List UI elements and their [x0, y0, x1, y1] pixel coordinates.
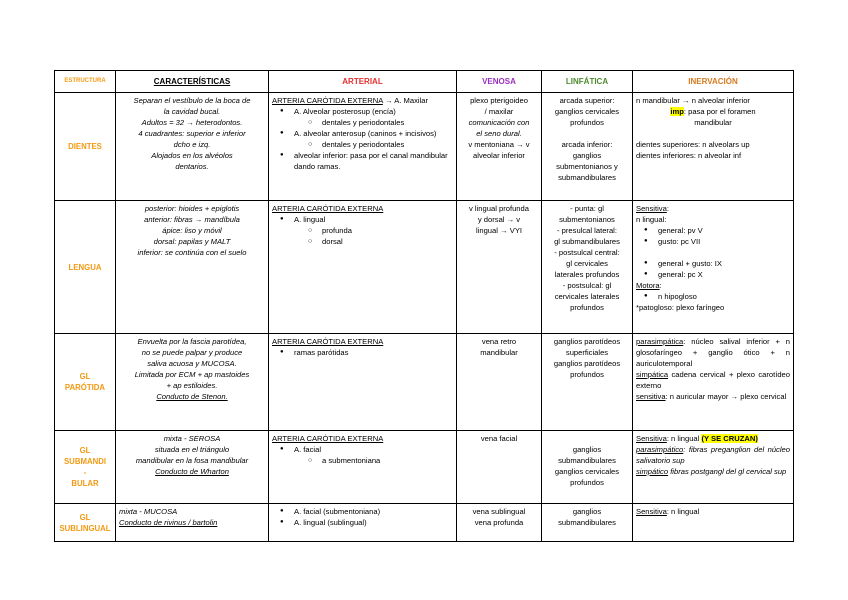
inervacion-lengua [633, 201, 794, 334]
text-line: dcho e izq. [173, 140, 211, 149]
text-line: submandibulares [558, 456, 616, 465]
list-item: ● general: pc X [636, 269, 790, 280]
parasimpatico-desc: : fibras preganglion del núcleo salivatorio sup [636, 445, 790, 465]
text-line: 4 cuadrantes: superior e inferior [138, 129, 246, 138]
inervacion-parotida [633, 334, 794, 431]
text-line: GL [79, 372, 91, 381]
text-line: profundos [570, 118, 604, 127]
artery-title-suffix: → A. Maxilar [382, 96, 428, 105]
arterial-submandibular [269, 431, 457, 504]
text-line: anterior: fibras → mandíbula [144, 215, 240, 224]
text-line: profundos [570, 370, 604, 379]
caracteristicas-parotida [116, 334, 269, 431]
text-line: - punta: gl [570, 204, 604, 213]
colon: : [666, 204, 669, 213]
parasimpatica-desc: : núcleo salival inferior + n glosofaríngeo + ganglio ótico + n auriculotemporal [636, 337, 790, 368]
text-line: GL [79, 446, 91, 455]
text-line: no se puede palpar y produce [141, 348, 243, 357]
inervacion-sublingual [633, 504, 794, 542]
text-line: mandibular [480, 348, 518, 357]
table-row-sublingual [55, 504, 794, 542]
sensitiva-text [636, 433, 790, 444]
text-line: Adultos = 32 → heterodontos. [141, 118, 243, 127]
linfatica-sublingual [542, 504, 633, 542]
text-line: mixta - MUCOSA [119, 507, 178, 516]
simpatica-label: simpática [636, 370, 669, 379]
text-line: situada en el triángulo [154, 445, 230, 454]
structure-dientes: DIENTES [55, 93, 116, 201]
sensitiva-desc: : n auricular mayor → plexo cervical [665, 392, 787, 401]
text-line: submandibulares [558, 518, 616, 527]
text-line: arcada inferior: [561, 140, 613, 149]
text-line: gl submandibulares [554, 237, 620, 246]
text-line: n lingual: [636, 215, 667, 224]
text-line: vena profunda [474, 518, 524, 527]
text-line: ganglios [572, 507, 602, 516]
spacer [636, 128, 790, 139]
list-item: ○ dentales y periodontales [272, 117, 453, 128]
artery-title: ARTERIA CARÓTIDA EXTERNA [272, 96, 383, 105]
simpatico-desc: fibras postgangl del gl cervical sup [668, 467, 787, 476]
sensitiva-label: Sensitiva [636, 204, 667, 213]
inervacion-dientes [633, 93, 794, 201]
list-item: ○ profunda [272, 225, 453, 236]
text-line: ganglios [572, 151, 602, 160]
header-estructura: ESTRUCTURA [55, 71, 116, 93]
text-line: submandibulares [558, 173, 616, 182]
table-row-submandibular [55, 431, 794, 504]
venosa-parotida [457, 334, 542, 431]
text-line: v mentoniana → v [468, 140, 530, 149]
list-item: ● ramas parótidas [272, 347, 453, 358]
motora-label: Motora [636, 281, 660, 290]
header-linfatica: LINFÁTICA [542, 71, 633, 93]
spacer [545, 433, 629, 444]
conducto-wharton: Conducto de Wharton [155, 467, 229, 476]
venosa-sublingual [457, 504, 542, 542]
sensitiva-text [636, 391, 790, 402]
text-line: vena retro [481, 337, 517, 346]
conducto-rivinus: Conducto de rivinus / bartolin [119, 518, 218, 527]
inervacion-submandibular [633, 431, 794, 504]
header-venosa: VENOSA [457, 71, 542, 93]
text-line: ganglios cervicales [554, 467, 620, 476]
text-line: - postsulcal central: [554, 248, 620, 257]
text-line: Envuelta por la fascia parotídea, [137, 337, 247, 346]
sensitiva-label: sensitiva [636, 392, 666, 401]
linfatica-parotida [542, 334, 633, 431]
text-line: *patogloso: plexo faríngeo [636, 303, 725, 312]
text-line: ganglios parotídeos [553, 337, 621, 346]
list-item: ● A. facial (submentoniana) [272, 506, 453, 517]
text-line: / maxilar [484, 107, 514, 116]
text-line: Alojados en los alvéolos [151, 151, 233, 160]
text-line: Limitada por ECM + ap mastoides [134, 370, 250, 379]
text-line: dorsal: papilas y MALT [153, 237, 231, 246]
cruzan-highlight: (Y SE CRUZAN) [701, 434, 758, 443]
text-line: gl cervicales [566, 259, 608, 268]
linfatica-lengua [542, 201, 633, 334]
text-line: SUBLINGUAL [59, 523, 111, 533]
table-header-row [55, 71, 794, 93]
header-arterial: ARTERIAL [269, 71, 457, 93]
list-item: ● A. lingual [272, 214, 453, 225]
arterial-dientes [269, 93, 457, 201]
list-item: ● A. alveolar anterosup (caninos + incisivos) [272, 128, 453, 139]
table-row-lengua [55, 201, 794, 334]
text-line: profundos [570, 478, 604, 487]
list-item: ● general + gusto: IX [636, 258, 790, 269]
text-line: vena facial [480, 434, 518, 443]
caracteristicas-lengua [116, 201, 269, 334]
text-line: ápice: liso y móvil [162, 226, 222, 235]
text-line: Separan el vestíbulo de la boca de [133, 96, 251, 105]
list-item: ○ dorsal [272, 236, 453, 247]
list-item: ● A. Alveolar posterosup (encía) [272, 106, 453, 117]
parasimpatica-text [636, 336, 790, 369]
header-caracteristicas: CARACTERÍSTICAS [116, 71, 269, 93]
table-row-parotida [55, 334, 794, 431]
text-line: ganglios [572, 445, 602, 454]
list-item: ● general: pv V [636, 225, 790, 236]
text-line: vena sublingual [472, 507, 526, 516]
sensitiva-label: Sensitiva [636, 507, 667, 516]
text-line: dientes inferiores: n alveolar inf [636, 151, 742, 160]
structure-submandibular [55, 431, 116, 504]
text-line: GL [79, 512, 91, 522]
arterial-sublingual [269, 504, 457, 542]
spacer [545, 128, 629, 139]
structure-lengua: LENGUA [55, 201, 116, 334]
text-line: - presulcal lateral: [557, 226, 617, 235]
text-line: la cavidad bucal. [163, 107, 221, 116]
simpatico-label: simpático [636, 467, 669, 476]
text-line: lingual → VYI [475, 226, 522, 235]
text-line: arcada superior: [559, 96, 615, 105]
artery-title: ARTERIA CARÓTIDA EXTERNA [272, 337, 384, 346]
sensitiva-desc: : n lingual [666, 434, 702, 443]
table-row-dientes [55, 93, 794, 201]
text-line: SUBMANDI [63, 457, 106, 466]
list-item: ● A. facial [272, 444, 453, 455]
text-line: n mandibular → n alveolar inferior [636, 96, 750, 105]
parasimpatico-label: parasimpático [636, 445, 684, 454]
text-line: v lingual profunda [469, 204, 529, 213]
text-line: y dorsal → v [477, 215, 521, 224]
text-line: - postsulcal: gl [562, 281, 612, 290]
colon: : [659, 281, 662, 290]
imp-highlight: imp [670, 107, 684, 116]
arterial-parotida [269, 334, 457, 431]
text-line: PARÓTIDA [64, 383, 106, 392]
caracteristicas-dientes [116, 93, 269, 201]
text-line: mandibular [694, 118, 732, 127]
text-line: - [83, 468, 87, 477]
text-line: ganglios cervicales [554, 107, 620, 116]
artery-title: ARTERIA CARÓTIDA EXTERNA [272, 434, 384, 443]
artery-title-line [272, 95, 453, 106]
caracteristicas-submandibular [116, 431, 269, 504]
text-line: mandibular en la fosa mandibular [135, 456, 249, 465]
list-item: ○ a submentoniana [272, 455, 453, 466]
text-line: el seno dural. [476, 129, 522, 138]
text-line: profundos [570, 303, 604, 312]
sensitiva-desc: : n lingual [666, 507, 700, 516]
text-line: inferior: se continúa con el suelo [137, 248, 247, 257]
list-item: ● A. lingual (sublingual) [272, 517, 453, 528]
text-line: alveolar inferior [473, 151, 525, 160]
venosa-submandibular [457, 431, 542, 504]
conducto-stenon: Conducto de Stenon. [156, 392, 228, 401]
linfatica-dientes [542, 93, 633, 201]
arterial-lengua [269, 201, 457, 334]
venosa-dientes [457, 93, 542, 201]
venosa-lengua [457, 201, 542, 334]
spacer [636, 247, 790, 258]
structure-parotida [55, 334, 116, 431]
text-line: dentarios. [175, 162, 209, 171]
text-line: + ap estiloides. [166, 381, 218, 390]
list-item: ● gusto: pc VII [636, 236, 790, 247]
text-line [636, 106, 790, 117]
sensitiva-text [636, 506, 790, 517]
text-line: comunicación con [468, 118, 530, 127]
text-line: saliva acuosa y MUCOSA. [147, 359, 237, 368]
text-line: dientes superiores: n alveolars up [636, 140, 750, 149]
text-line: BULAR [71, 479, 99, 488]
anatomy-table [54, 70, 794, 542]
simpatico-text [636, 466, 790, 477]
linfatica-submandibular [542, 431, 633, 504]
artery-title: ARTERIA CARÓTIDA EXTERNA [272, 204, 384, 213]
text-line: cervicales laterales [554, 292, 620, 301]
list-item: ● alveolar inferior: pasa por el canal mandibular dando ramas. [272, 150, 453, 172]
text-line: ganglios parotídeos [553, 359, 621, 368]
text-line: mixta - SEROSA [163, 434, 221, 443]
sensitiva-label: Sensitiva [636, 434, 667, 443]
text-line: laterales profundos [554, 270, 620, 279]
structure-sublingual [55, 504, 116, 542]
header-inervacion: INERVACIÓN [633, 71, 794, 93]
text-line: submentonianos y [556, 162, 618, 171]
text-line [636, 203, 790, 214]
text-line [636, 280, 790, 291]
parasimpatica-label: parasimpática [636, 337, 684, 346]
text-line: superficiales [565, 348, 609, 357]
list-item: ○ dentales y periodontales [272, 139, 453, 150]
simpatica-text [636, 369, 790, 391]
caracteristicas-sublingual [116, 504, 269, 542]
imp-text: : pasa por el foramen [683, 107, 756, 116]
simpatica-desc: cadena cervical + plexo carotídeo externo [636, 370, 790, 390]
text-line: submentonianos [559, 215, 615, 224]
parasimpatico-text [636, 444, 790, 466]
list-item: ● n hipogloso [636, 291, 790, 302]
text-line: plexo pterigoideo [470, 96, 528, 105]
text-line: posterior: hioides + epiglotis [144, 204, 240, 213]
